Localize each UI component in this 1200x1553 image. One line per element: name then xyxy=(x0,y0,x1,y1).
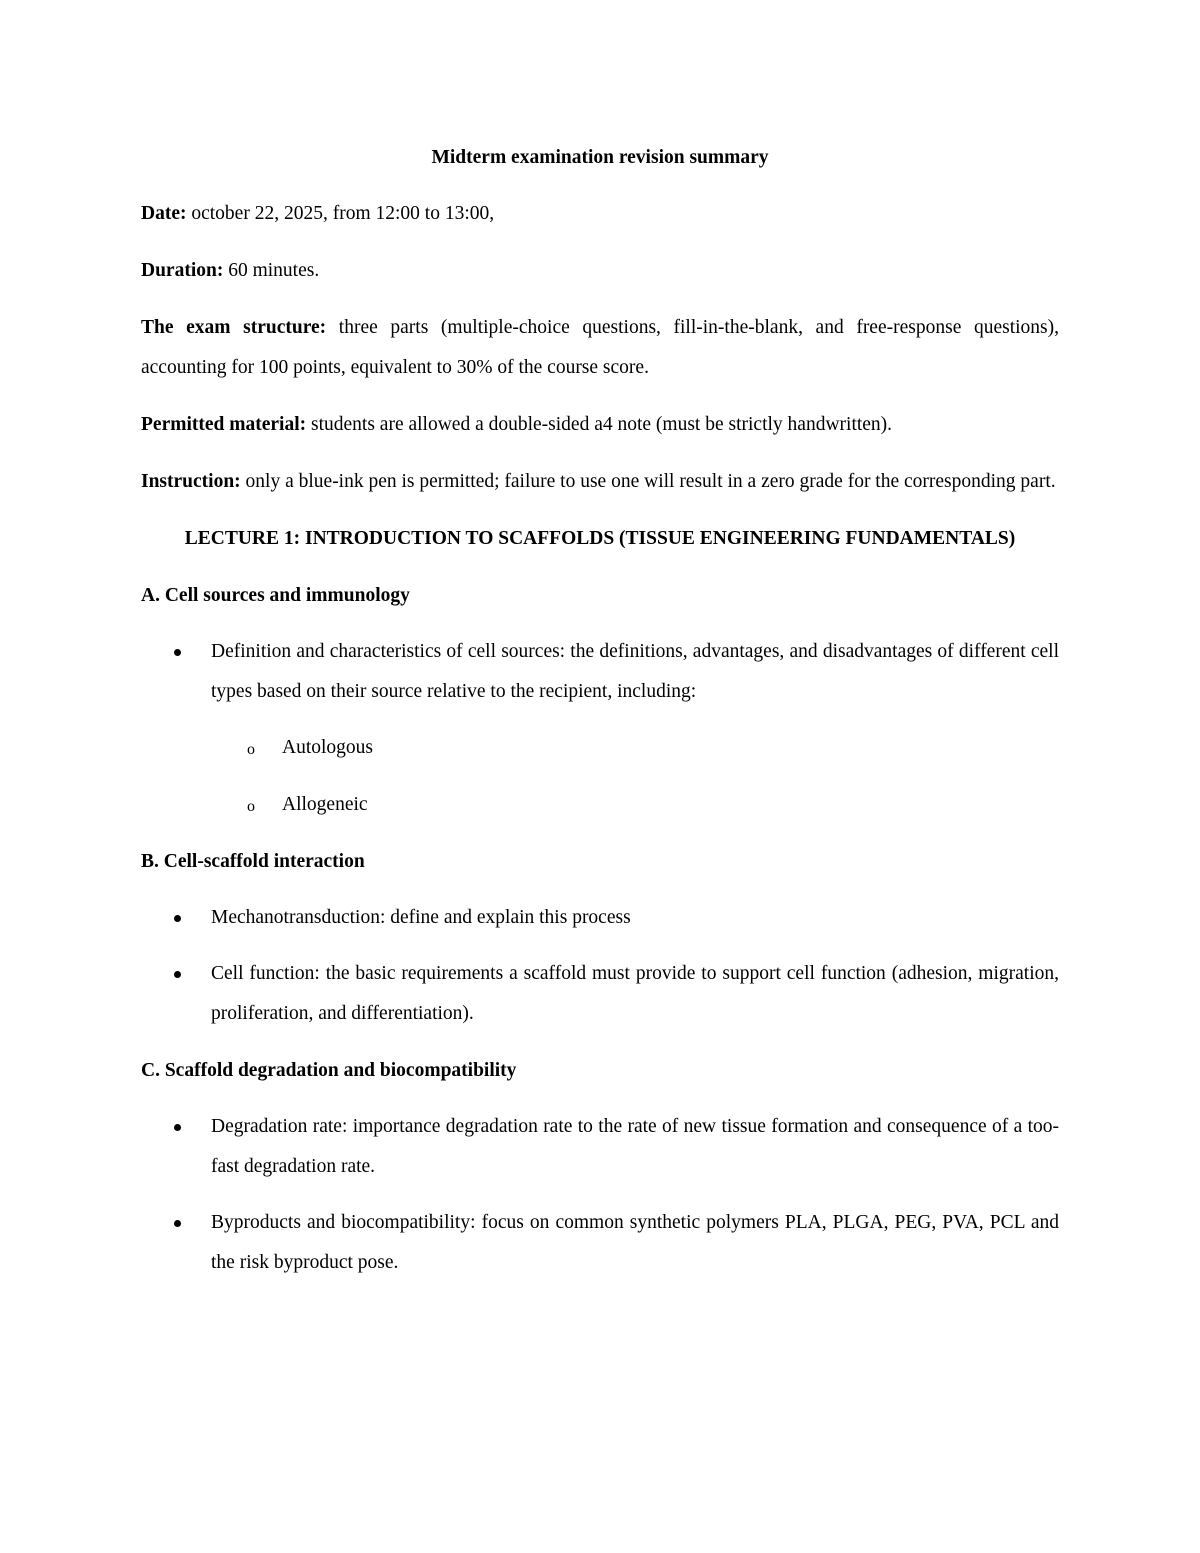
info-permitted-material-label: Permitted material: xyxy=(141,414,307,435)
info-duration xyxy=(141,251,1059,291)
info-exam-structure-text: three parts (multiple-choice questions, fill-in-the-blank, and free-response questions), accounting for 100 points, equivalent to 30% of the course score. xyxy=(141,317,1059,378)
info-instruction-text: only a blue-ink pen is permitted; failure to use one will result in a zero grade for the corresponding part. xyxy=(240,471,1056,492)
info-date-label: Date: xyxy=(141,203,187,224)
sub-list-item-text: Allogeneic xyxy=(282,794,368,815)
section-c xyxy=(141,1051,1059,1283)
info-permitted-material xyxy=(141,405,1059,445)
section-b xyxy=(141,842,1059,1034)
section-a-sub-items xyxy=(141,728,1059,825)
info-duration-text: 60 minutes. xyxy=(223,260,320,281)
list-item-text: Byproducts and biocompatibility: focus on common synthetic polymers PLA, PLGA, PEG, PVA, PCL and the risk byproduct pose. xyxy=(211,1212,1059,1273)
bullet-icon xyxy=(174,649,181,656)
section-a-bullets xyxy=(141,632,1059,712)
info-exam-structure-label: The exam structure: xyxy=(141,317,327,338)
section-b-bullets xyxy=(141,898,1059,1034)
section-a-heading: A. Cell sources and immunology xyxy=(141,585,410,606)
section-c-bullets xyxy=(141,1107,1059,1283)
circle-bullet-icon: o xyxy=(247,798,255,815)
list-item xyxy=(141,1203,1059,1283)
section-b-heading: B. Cell-scaffold interaction xyxy=(141,851,365,872)
lecture-heading: LECTURE 1: INTRODUCTION TO SCAFFOLDS (TISSUE ENGINEERING FUNDAMENTALS) xyxy=(184,528,1016,549)
bullet-icon xyxy=(174,915,181,922)
info-duration-label: Duration: xyxy=(141,260,224,281)
section-c-heading: C. Scaffold degradation and biocompatibility xyxy=(141,1060,517,1081)
document-title: Midterm examination revision summary xyxy=(431,147,769,168)
info-exam-structure xyxy=(141,308,1059,388)
info-permitted-material-text: students are allowed a double-sided a4 note (must be strictly handwritten). xyxy=(306,414,893,435)
list-item-text: Degradation rate: importance degradation rate to the rate of new tissue formation and consequence of a too-fast degradation rate. xyxy=(211,1116,1059,1177)
sub-list-item xyxy=(141,728,1059,768)
circle-bullet-icon: o xyxy=(247,741,255,758)
bullet-icon xyxy=(174,971,181,978)
list-item xyxy=(141,1107,1059,1187)
document-content xyxy=(141,140,1059,1283)
bullet-icon xyxy=(174,1124,181,1131)
list-item xyxy=(141,898,1059,938)
sub-list-item xyxy=(141,785,1059,825)
list-item-text: Mechanotransduction: define and explain this process xyxy=(211,907,631,928)
list-item-text: Definition and characteristics of cell sources: the definitions, advantages, and disadvantages of different cell types based on their source relative to the recipient, including: xyxy=(211,641,1059,702)
list-item xyxy=(141,632,1059,712)
info-instruction-label: Instruction: xyxy=(141,471,241,492)
list-item-text: Cell function: the basic requirements a scaffold must provide to support cell function (adhesion, migration, proliferation, and differentiation). xyxy=(211,963,1059,1024)
section-a xyxy=(141,576,1059,825)
list-item xyxy=(141,954,1059,1034)
bullet-icon xyxy=(174,1220,181,1227)
info-instruction xyxy=(141,462,1059,502)
sub-list-item-text: Autologous xyxy=(282,737,374,758)
info-date-text: october 22, 2025, from 12:00 to 13:00, xyxy=(186,203,495,224)
info-date xyxy=(141,194,1059,234)
